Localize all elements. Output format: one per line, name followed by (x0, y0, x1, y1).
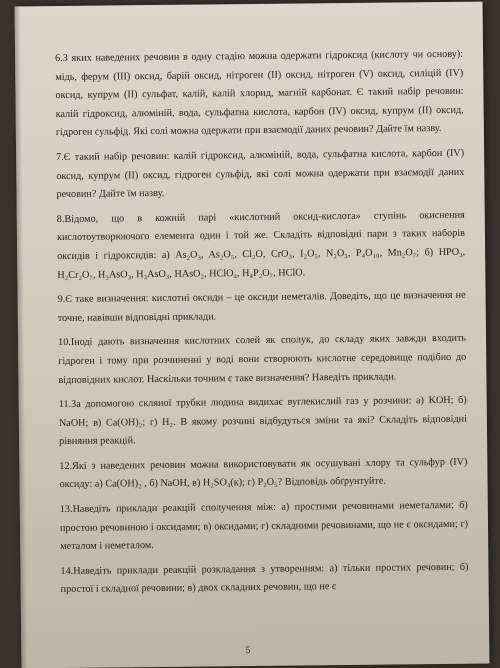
book-page (15, 2, 490, 668)
page-number: 5 (245, 645, 251, 657)
task-7: 7.Є такий набір речовин: калій гідроксид, алюміній, вода, сульфатна кислота, карбон (IV) оксид, купрум (II) оксид, гідроген сульфід, які солі можна одержати при взаємодії даних речовин? Дайте їм назву. (56, 147, 465, 201)
page-text (55, 46, 469, 606)
task-12: 12.Які з наведених речовин можна використовувати як осушувані хлору та сульфур (IV) оксиду: а) Ca(OH)₂ , б) NaOH, в) H₂SO₄(к); г) P₂O₅? Відповідь обґрунтуйте. (59, 456, 468, 491)
task-10: 10.Іноді дають визначення кислотних солей як сполук, до складу яких завжди входить гідроген і тому при розчиненні у воді вони створюють кислотне середовище подібно до відповідних кислот. Наскільки точним є таке визначення? Наведіть приклади. (58, 333, 467, 386)
task-6: 6.З яких наведених речовин в одну стадію можна одержати гідроксид (кислоту чи основу): мідь, ферум (III) оксид, барій оксид, нітроген (II) оксид, нітроген (V) оксид, силіцій (IV) оксид, купрум (II) сульфат, калій, калій хлорид, магній карбонат. Є такий набір речовин: калій гідроксид, алюміній, вода, сульфатна кислота, карбон (IV) оксид, купрум (II) оксид, гідроген сульфід. Які солі можна одержати при взаємодії даних речовин? Дайте їм назву. (55, 48, 464, 139)
task-8: 8.Відомо, що в кожній парі «кислотний оксид-кислота» ступінь окиснення кислотоутворюючого елемента один і той же. Складіть відповідні пари з таких наборів оксидів і гідроксидів: а) As₂O₃, As₂O₅, Cl₂O, CrO₃, I₂O₅, N₂O₃, P₄O₁₀, Mn₂O₇; б) HPO₃, H₂Cr₂O₇, H₃AsO₃, H₃AsO₃, HAsO₂, HClO₄, H₄P₂O₇, HClO. (56, 209, 466, 281)
task-13: 13.Наведіть приклади реакцій сполучення між: а) простими речовинами неметалами; б) простою речовиною і оксидами; в) оксидами; г) складними речовинами, що не є оксидами; г) металом і неметалом. (59, 499, 469, 553)
task-14: 14.Наведіть приклади реакцій розкладання з утворенням: а) тільки простих речовин; б) простої і складної речовини; в) двох складних речовин, що не є (60, 561, 469, 596)
task-9: 9.Є таке визначення: кислотні оксиди – це оксиди неметалів. Доведіть, що це визначення не точне, навівши відповідні приклади. (57, 289, 466, 324)
task-11: 11.За допомогою скляної трубки людина видихає вуглекислий газ у розчини: а) KOH; б) NaOH; в) Ca(OH)₂; г) H₂. В якому розчині відбудуться зміни та які? Складіть відповідні рівняння реакцій. (58, 394, 467, 448)
page-shadow (15, 6, 28, 668)
